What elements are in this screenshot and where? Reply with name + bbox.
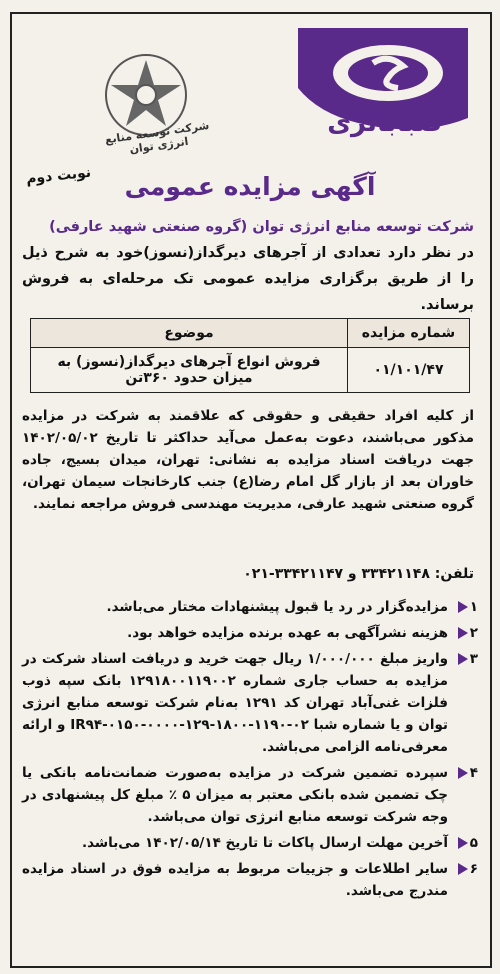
saba-battery-logo-icon — [298, 28, 468, 158]
note-text: آخرین مهلت ارسال پاکات تا تاریخ ۱۴۰۲/۰۵/۱۴ می‌باشد. — [81, 835, 448, 851]
arrow-icon — [458, 767, 468, 779]
intro-paragraph — [22, 214, 474, 318]
table-header-row — [31, 319, 470, 348]
note-text: سپرده تضمین شرکت در مزایده به‌صورت ضمانت‌نامه بانکی یا چک تضمین شده بانکی معتبر به میزان ۵ ٪ مبلغ کل پیشنهادی در وجه شرکت توسعه منابع انرژی توان می‌باشد. — [22, 765, 448, 825]
telephone-line: تلفن: ۳۳۴۲۱۱۴۸ و ۳۳۴۲۱۱۴۷-۰۲۱ — [243, 566, 474, 582]
intro-text: در نظر دارد تعدادی از آجرهای دیرگداز(نسوز)خود به شرح ذیل را از طریق برگزاری مزایده عمومی تک مرحله‌ای به فروش برساند. — [22, 245, 474, 313]
brand-name: صباباتری — [327, 108, 442, 138]
note-text: سایر اطلاعات و جزییات مربوط به مزایده فوق در اسناد مزایده مندرج می‌باشد. — [22, 861, 448, 899]
arrow-icon — [458, 653, 468, 665]
list-item — [22, 622, 478, 644]
list-item — [22, 858, 478, 902]
note-number: ۵ — [469, 835, 478, 851]
note-number: ۲ — [469, 625, 478, 641]
company-seal-text: شرکت توسعه منابع انرژی توان — [104, 118, 211, 156]
auction-subject-cell: فروش انواع آجرهای دیرگداز(نسوز) به میزان حدود ۳۶۰تن — [31, 348, 348, 393]
list-item — [22, 596, 478, 618]
arrow-icon — [458, 863, 468, 875]
arrow-icon — [458, 601, 468, 613]
note-text: واریز مبلغ ۱/۰۰۰/۰۰۰ ریال جهت خرید و دریافت اسناد شرکت در مزایده به حساب جاری شماره ۱۲۹۱۸۰۰۱۱۹۰۰۲ بانک سپه ذوب فلزات غنی‌آباد تهران کد ۱۲۹۱ به‌نام شرکت توسعه منابع انرژی توان و یا شماره شبا ۰۲-۱۱۹۰-۱۸۰۰-۱۲۹-۰۰۰۰-۰۱۵۰-IR۹۴ و ارائه معرفی‌نامه الزامی می‌باشد. — [22, 651, 449, 755]
table-row — [31, 348, 470, 393]
list-item — [22, 648, 478, 758]
notes-list — [22, 596, 478, 906]
intro-company: شرکت توسعه منابع انرژی توان (گروه صنعتی شهید عارفی) — [49, 219, 474, 235]
list-item — [22, 832, 478, 854]
description-paragraph: از کلیه افراد حقیقی و حقوقی که علاقمند به شرکت در مزایده مذکور می‌باشند، دعوت به‌عمل می‌آید حداکثر تا تاریخ ۱۴۰۲/۰۵/۰۲ جهت دریافت اسناد مزایده به نشانی: تهران، میدان بسیج، جاده خاوران بعد از بازار گل امام رضا(ع) جنب کارخانجات سیمان تهران، گروه صنعتی شهید عارفی، مدیریت مهندسی فروش مراجعه نمایند. — [22, 408, 474, 512]
note-text: هزینه نشرآگهی به عهده برنده مزایده خواهد بود. — [127, 625, 448, 641]
note-number: ۳ — [469, 651, 478, 667]
note-number: ۱ — [469, 599, 478, 615]
page-title: آگهی مزایده عمومی — [124, 172, 376, 201]
list-item — [22, 762, 478, 828]
note-number: ۶ — [469, 861, 478, 877]
arrow-icon — [458, 627, 468, 639]
table-header-auction-number: شماره مزایده — [348, 319, 470, 348]
auction-table — [30, 318, 470, 393]
note-number: ۴ — [469, 765, 478, 781]
ad-header — [18, 18, 482, 168]
auction-number-cell: ۰۱/۱۰۱/۴۷ — [348, 348, 470, 393]
edition-label: نوبت دوم — [25, 164, 92, 188]
note-text: مزایده‌گزار در رد یا قبول پیشنهادات مختار می‌باشد. — [106, 599, 448, 615]
arrow-icon — [458, 837, 468, 849]
table-header-subject: موضوع — [31, 319, 348, 348]
